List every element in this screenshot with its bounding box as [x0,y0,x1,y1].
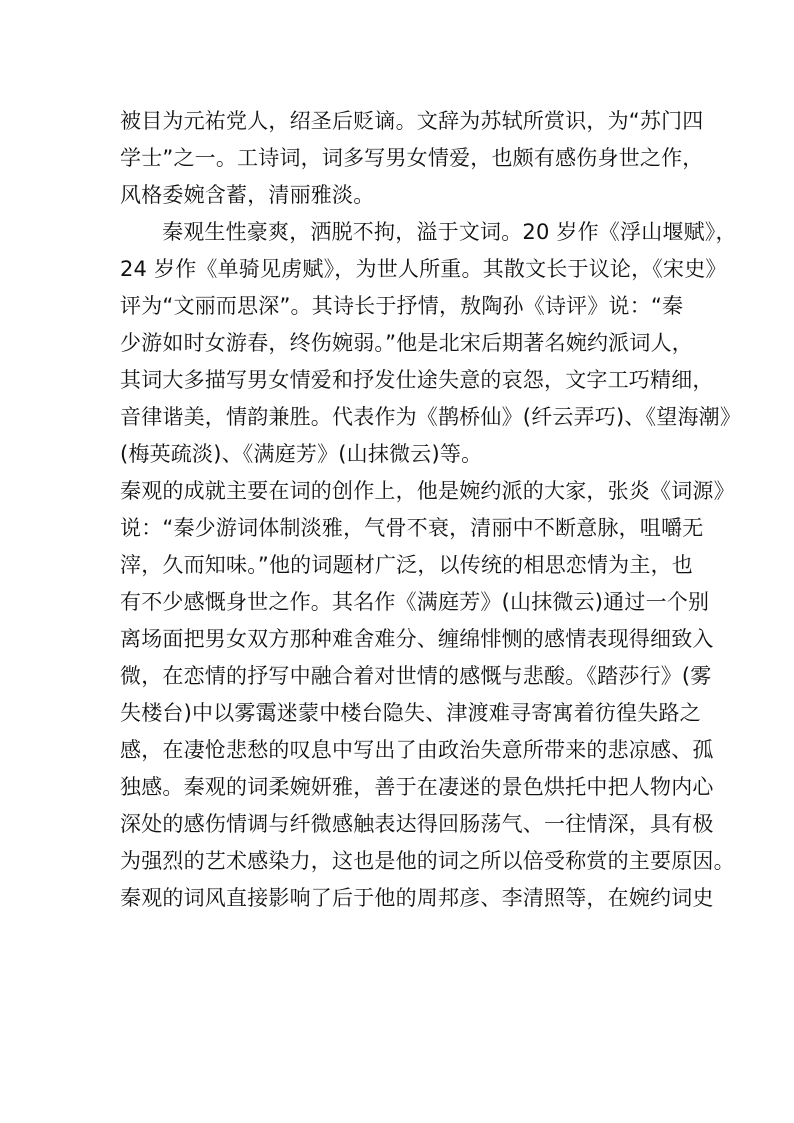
text-line: 24 岁作《单骑见虏赋》，为世人所重。其散文长于议论，《宋史》 [120,257,727,281]
text-line: 为强烈的艺术感染力，这也是他的词之所以倍受称赏的主要原因。 [120,849,735,873]
text-line: 深处的感伤情调与纤微感触表达得回肠荡气、一往情深，具有极 [120,812,714,836]
paragraph-first-line: 秦观生性豪爽，洒脱不拘，溢于文词。20 岁作《浮山堰赋》， [162,220,737,244]
body-text [120,103,742,917]
text-line: 感，在凄怆悲愁的叹息中写出了由政治失意所带来的悲凉感、孤 [120,738,714,762]
text-line: 说：“秦少游词体制淡雅，气骨不衰，清丽中不断意脉，咀嚼无 [120,516,704,540]
text-line: 失楼台)中以雾霭迷蒙中楼台隐失、津渡难寻寄寓着彷徨失路之 [120,701,701,725]
text-line: 离场面把男女双方那种难舍难分、缠绵悱恻的感情表现得细致入 [120,627,714,651]
text-line: 秦观的词风直接影响了后于他的周邦彦、李清照等，在婉约词史 [120,886,714,910]
text-line: 其词大多描写男女情爱和抒发仕途失意的哀怨，文字工巧精细， [120,368,714,392]
text-line: 微，在恋情的抒写中融合着对世情的感慨与悲酸。《踏莎行》(雾 [120,664,712,688]
text-line: 学士”之一。工诗词，词多写男女情爱，也颇有感伤身世之作， [120,146,704,170]
text-line: 被目为元祐党人，绍圣后贬谪。文辞为苏轼所赏识，为“苏门四 [120,109,704,133]
text-line: 独感。秦观的词柔婉妍雅，善于在凄迷的景色烘托中把人物内心 [120,775,714,799]
text-line: 有不少感慨身世之作。其名作《满庭芳》(山抹微云)通过一个别 [120,590,710,614]
text-line: 风格委婉含蓄，清丽雅淡。 [120,183,375,207]
text-line: 评为“文丽而思深”。其诗长于抒情，敖陶孙《诗评》说：“秦 [120,294,684,318]
paragraph-first-line: 秦观的成就主要在词的创作上，他是婉约派的大家，张炎《词源》 [120,479,735,503]
text-line: 滓，久而知味。”他的词题材广泛，以传统的相思恋情为主，也 [120,553,693,577]
text-line: 音律谐美，情韵兼胜。代表作为《鹊桥仙》(纤云弄巧)、《望海潮》 [120,405,742,429]
text-line: 少游如时女游春，终伤婉弱。”他是北宋后期著名婉约派词人， [120,331,693,355]
text-line: (梅英疏淡)、《满庭芳》(山抹微云)等。 [120,442,483,466]
